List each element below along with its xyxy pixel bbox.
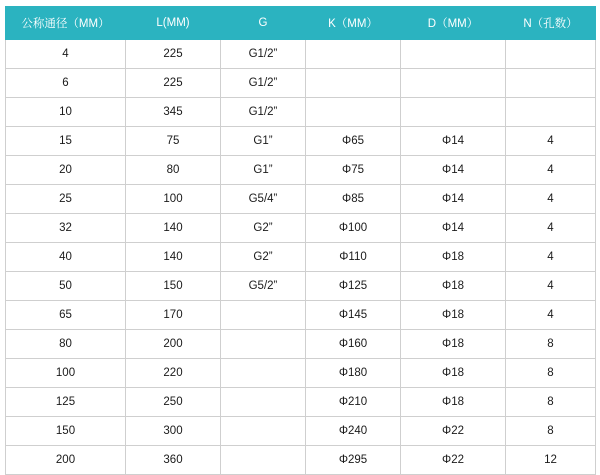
table-header xyxy=(6,7,596,40)
cell-n: 4 xyxy=(506,272,596,301)
header-row xyxy=(6,7,596,40)
table-row xyxy=(6,301,596,330)
cell-k: Φ240 xyxy=(306,417,401,446)
cell-k: Φ85 xyxy=(306,185,401,214)
cell-g: G1/2” xyxy=(221,98,306,127)
table-body xyxy=(6,40,596,475)
cell-l: 345 xyxy=(126,98,221,127)
cell-n: 4 xyxy=(506,185,596,214)
table-row xyxy=(6,243,596,272)
cell-l: 150 xyxy=(126,272,221,301)
cell-nominal-diameter: 80 xyxy=(6,330,126,359)
cell-d: Φ18 xyxy=(401,359,506,388)
table-row xyxy=(6,359,596,388)
cell-k: Φ180 xyxy=(306,359,401,388)
cell-n: 8 xyxy=(506,388,596,417)
cell-n: 4 xyxy=(506,156,596,185)
table-row xyxy=(6,330,596,359)
cell-nominal-diameter: 20 xyxy=(6,156,126,185)
cell-nominal-diameter: 10 xyxy=(6,98,126,127)
cell-nominal-diameter: 65 xyxy=(6,301,126,330)
cell-d xyxy=(401,69,506,98)
cell-d: Φ18 xyxy=(401,301,506,330)
cell-g xyxy=(221,388,306,417)
table-row xyxy=(6,40,596,69)
table-row xyxy=(6,446,596,475)
cell-d xyxy=(401,40,506,69)
cell-g: G1” xyxy=(221,156,306,185)
column-header-g: G xyxy=(221,7,306,40)
cell-g xyxy=(221,359,306,388)
cell-l: 170 xyxy=(126,301,221,330)
cell-k xyxy=(306,40,401,69)
cell-d: Φ14 xyxy=(401,185,506,214)
table-row xyxy=(6,214,596,243)
cell-l: 225 xyxy=(126,69,221,98)
cell-k: Φ125 xyxy=(306,272,401,301)
cell-k: Φ110 xyxy=(306,243,401,272)
cell-nominal-diameter: 125 xyxy=(6,388,126,417)
cell-k: Φ65 xyxy=(306,127,401,156)
cell-nominal-diameter: 50 xyxy=(6,272,126,301)
table-row xyxy=(6,272,596,301)
cell-g xyxy=(221,301,306,330)
cell-l: 100 xyxy=(126,185,221,214)
cell-g: G1/2” xyxy=(221,69,306,98)
cell-k: Φ160 xyxy=(306,330,401,359)
column-header-l: L(MM) xyxy=(126,7,221,40)
cell-nominal-diameter: 6 xyxy=(6,69,126,98)
cell-l: 75 xyxy=(126,127,221,156)
column-header-k: K（MM） xyxy=(306,7,401,40)
cell-n: 4 xyxy=(506,301,596,330)
cell-d: Φ18 xyxy=(401,243,506,272)
cell-g: G2” xyxy=(221,214,306,243)
cell-k xyxy=(306,98,401,127)
cell-g xyxy=(221,330,306,359)
cell-nominal-diameter: 32 xyxy=(6,214,126,243)
cell-d: Φ18 xyxy=(401,330,506,359)
cell-g: G5/2” xyxy=(221,272,306,301)
table-row xyxy=(6,127,596,156)
cell-n: 8 xyxy=(506,330,596,359)
cell-nominal-diameter: 100 xyxy=(6,359,126,388)
cell-l: 140 xyxy=(126,214,221,243)
cell-l: 225 xyxy=(126,40,221,69)
cell-n xyxy=(506,40,596,69)
cell-l: 360 xyxy=(126,446,221,475)
cell-g: G1” xyxy=(221,127,306,156)
table-row xyxy=(6,69,596,98)
cell-l: 220 xyxy=(126,359,221,388)
cell-d: Φ14 xyxy=(401,127,506,156)
cell-l: 250 xyxy=(126,388,221,417)
cell-nominal-diameter: 150 xyxy=(6,417,126,446)
cell-k xyxy=(306,69,401,98)
cell-g: G1/2” xyxy=(221,40,306,69)
cell-nominal-diameter: 25 xyxy=(6,185,126,214)
cell-d: Φ14 xyxy=(401,214,506,243)
cell-nominal-diameter: 200 xyxy=(6,446,126,475)
cell-k: Φ295 xyxy=(306,446,401,475)
cell-g: G5/4” xyxy=(221,185,306,214)
cell-l: 80 xyxy=(126,156,221,185)
cell-d: Φ18 xyxy=(401,272,506,301)
table-row xyxy=(6,98,596,127)
table-row xyxy=(6,156,596,185)
cell-n: 4 xyxy=(506,214,596,243)
cell-n xyxy=(506,69,596,98)
cell-n: 8 xyxy=(506,359,596,388)
cell-n: 8 xyxy=(506,417,596,446)
cell-d: Φ22 xyxy=(401,446,506,475)
cell-n: 4 xyxy=(506,127,596,156)
cell-n: 12 xyxy=(506,446,596,475)
cell-nominal-diameter: 4 xyxy=(6,40,126,69)
column-header-d: D（MM） xyxy=(401,7,506,40)
cell-k: Φ145 xyxy=(306,301,401,330)
column-header-nominal-diameter: 公称通径（MM） xyxy=(6,7,126,40)
cell-k: Φ75 xyxy=(306,156,401,185)
specification-table xyxy=(5,6,596,475)
cell-d: Φ22 xyxy=(401,417,506,446)
column-header-n: N（孔数） xyxy=(506,7,596,40)
cell-k: Φ100 xyxy=(306,214,401,243)
table-row xyxy=(6,417,596,446)
cell-k: Φ210 xyxy=(306,388,401,417)
cell-g: G2” xyxy=(221,243,306,272)
cell-l: 200 xyxy=(126,330,221,359)
cell-nominal-diameter: 40 xyxy=(6,243,126,272)
cell-n xyxy=(506,98,596,127)
cell-l: 300 xyxy=(126,417,221,446)
cell-l: 140 xyxy=(126,243,221,272)
table-row xyxy=(6,388,596,417)
cell-nominal-diameter: 15 xyxy=(6,127,126,156)
cell-d: Φ18 xyxy=(401,388,506,417)
cell-n: 4 xyxy=(506,243,596,272)
table-row xyxy=(6,185,596,214)
cell-g xyxy=(221,446,306,475)
cell-d xyxy=(401,98,506,127)
cell-d: Φ14 xyxy=(401,156,506,185)
cell-g xyxy=(221,417,306,446)
